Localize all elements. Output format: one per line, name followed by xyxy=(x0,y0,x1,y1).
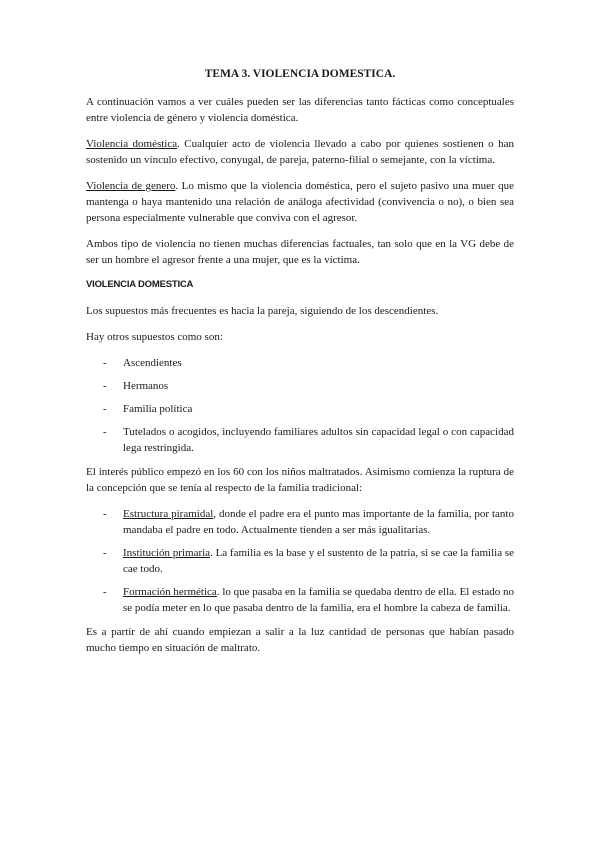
conclusion-paragraph: Es a partir de ahí cuando empiezan a salir a la luz cantidad de personas que habían pasado mucho tiempo en situación de maltrato. xyxy=(86,626,514,654)
list-item xyxy=(86,355,514,371)
list-item-text: . lo que pasaba en la familia se quedaba dentro de ella. El estado no se podía meter en lo que pasaba dentro de la familia, era el hombre la cabeza de familia. xyxy=(123,586,514,614)
dash-bullet: - xyxy=(103,547,107,559)
frequent-cases-paragraph: Los supuestos más frecuentes es hacia la pareja, siguiendo de los descendientes. xyxy=(86,305,439,317)
public-interest-paragraph: El interés público empezó en los 60 con los niños maltratados. Asimismo comienza la ruptura de la concepción que se tenía al respecto de la familia tradicional: xyxy=(86,466,514,494)
document-title: TEMA 3. VIOLENCIA DOMESTICA. xyxy=(204,68,396,80)
traditional-family-list xyxy=(86,506,514,616)
list-item xyxy=(86,401,514,417)
list-item-text: Tutelados o acogidos, incluyendo familiares adultos sin capacidad legal o con capacidad lega restringida. xyxy=(123,426,514,454)
dash-bullet: - xyxy=(103,403,107,415)
other-cases-intro: Hay otros supuestos como son: xyxy=(86,331,223,343)
intro-paragraph: A continuación vamos a ver cuáles pueden ser las diferencias tanto fácticas como conceptuales entre violencia de género y violencia doméstica. xyxy=(86,96,514,124)
list-item-text: Familia política xyxy=(123,403,193,415)
list-item xyxy=(86,584,514,616)
list-item-text: Hermanos xyxy=(123,380,169,392)
list-item xyxy=(86,378,514,394)
list-item xyxy=(86,545,514,577)
list-item-text: . La familia es la base y el sustento de la patria, si se cae la familia se cae todo. xyxy=(123,547,514,575)
list-item xyxy=(86,506,514,538)
document-body xyxy=(86,66,514,666)
list-item xyxy=(86,424,514,456)
dash-bullet: - xyxy=(103,426,107,438)
definition-domestica xyxy=(86,136,514,168)
dash-bullet: - xyxy=(103,508,107,520)
list-item-text: Ascendientes xyxy=(123,357,182,369)
term-estructura-piramidal: Estructura piramidal xyxy=(123,508,214,520)
term-formacion-hermetica: Formación hermética xyxy=(123,586,217,598)
section-heading: VIOLENCIA DOMESTICA xyxy=(86,279,194,290)
dash-bullet: - xyxy=(103,380,107,392)
definition-genero xyxy=(86,178,514,226)
dash-bullet: - xyxy=(103,586,107,598)
term-violencia-domestica: Violencia doméstica xyxy=(86,138,178,150)
other-cases-list xyxy=(86,355,514,456)
term-institucion-primaria: Institución primaria xyxy=(123,547,211,559)
list-item-text: , donde el padre era el punto mas importante de la familia, por tanto mandaba el padre en todo. Actualmente tienden a ser más igualitarias. xyxy=(123,508,514,536)
term-violencia-genero: Violencia de genero xyxy=(86,180,176,192)
comparison-paragraph: Ambos tipo de violencia no tienen muchas diferencias factuales, tan solo que en la VG debe de ser un hombre el agresor frente a una mujer, que es la víctima. xyxy=(86,238,514,266)
definition-domestica-text: . Cualquier acto de violencia llevado a cabo por quienes sostienen o han sostenido un vínculo efectivo, conyugal, de pareja, paterno-filial o semejante, con la víctima. xyxy=(86,138,514,166)
dash-bullet: - xyxy=(103,357,107,369)
definition-genero-text: . Lo mismo que la violencia doméstica, pero el sujeto pasivo una muer que mantenga o haya mantenido una relación de análoga afectividad (convivencia o no), o bien sea persona especialmente vulnerable que conviva con el agresor. xyxy=(86,180,514,224)
